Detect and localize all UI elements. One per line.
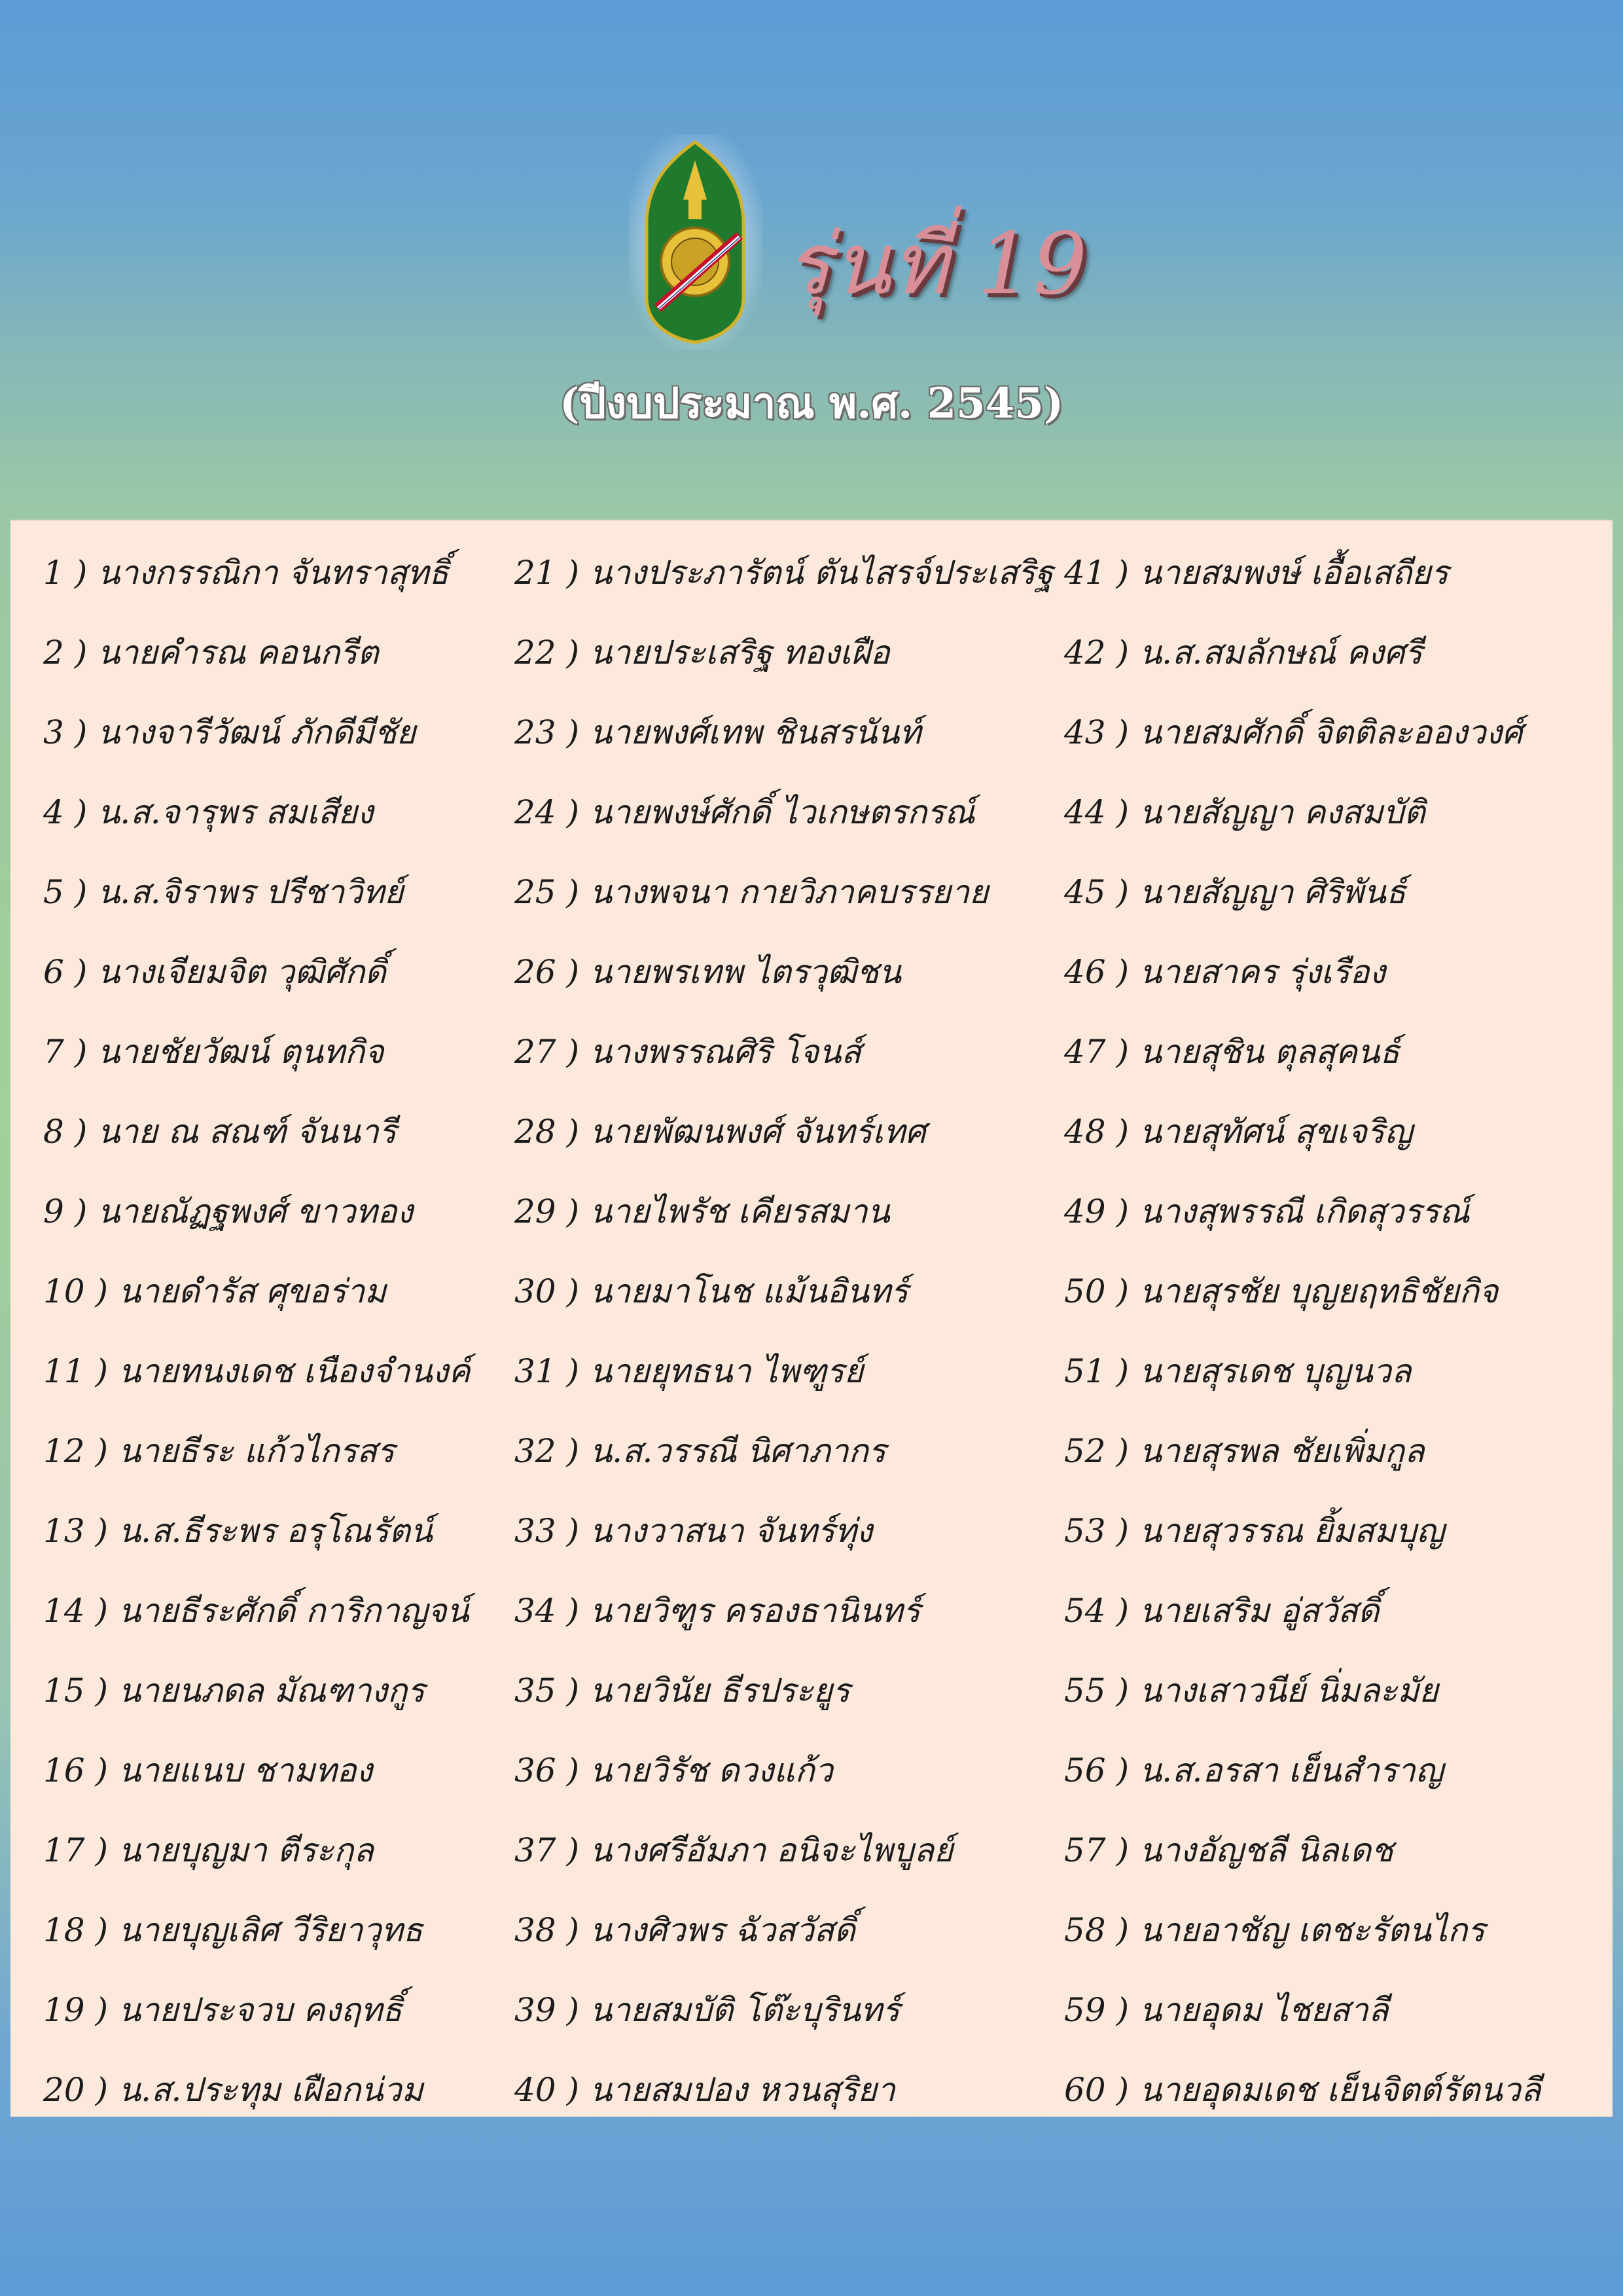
list-item-name: นางศรีอัมภา อนิจะไพบูลย์ [589, 1831, 954, 1869]
list-item-number: 41 ) [1064, 554, 1130, 592]
list-item [1064, 1092, 1541, 1172]
list-item [43, 1651, 471, 1731]
list-item-number: 48 ) [1064, 1113, 1130, 1151]
list-item-name: นายบุญเลิศ วีริยาวุทธ [118, 1911, 423, 1949]
list-item-name: นายสมพงษ์ เอื้อเสถียร [1139, 554, 1449, 592]
list-item-name: น.ส.ธีระพร อรุโณรัตน์ [118, 1512, 433, 1550]
list-item-number: 59 ) [1064, 1991, 1130, 2029]
list-item-number: 8 ) [43, 1113, 88, 1151]
list-item-number: 27 ) [514, 1033, 580, 1071]
list-item [1064, 1172, 1541, 1251]
name-column-3 [1064, 533, 1541, 2130]
list-item [1064, 613, 1541, 692]
list-item-number: 46 ) [1064, 953, 1130, 991]
list-item-number: 32 ) [514, 1432, 580, 1470]
list-item-name: นายพรเทพ ไตรวุฒิชน [589, 953, 902, 991]
list-item-name: นายเสริม อู่สวัสดิ์ [1139, 1592, 1380, 1630]
list-item-number: 18 ) [43, 1911, 109, 1949]
list-item [43, 1012, 471, 1092]
list-item [1064, 772, 1541, 852]
list-item-name: น.ส.ประทุม เฝือกน่วม [118, 2071, 423, 2109]
list-item-name: นายวิฑูร ครองธานินทร์ [589, 1592, 921, 1630]
list-item-name: นางเสาวนีย์ นิ่มละมัย [1139, 1672, 1438, 1710]
list-item-number: 28 ) [514, 1113, 580, 1151]
list-item-number: 4 ) [43, 793, 88, 831]
page-title: รุ่นที่ 19 [785, 214, 1089, 314]
list-item-name: นายสุรชัย บุญยฤทธิชัยกิจ [1139, 1272, 1499, 1310]
list-item-name: นายทนงเดช เนืองจำนงค์ [118, 1352, 471, 1390]
list-item-number: 53 ) [1064, 1512, 1130, 1550]
list-item-name: นางอัญชลี นิลเดช [1139, 1831, 1394, 1869]
list-item-name: น.ส.วรรณี นิศาภากร [589, 1432, 886, 1470]
list-item-name: นายชัยวัฒน์ ตุนทกิจ [98, 1033, 384, 1071]
list-item [43, 772, 471, 852]
list-item-number: 21 ) [514, 554, 580, 592]
list-item-number: 25 ) [514, 873, 580, 911]
list-item-name: น.ส.สมลักษณ์ คงศรี [1139, 634, 1423, 672]
list-item-name: นายสุชิน ตุลสุคนธ์ [1139, 1033, 1400, 1071]
list-item-number: 45 ) [1064, 873, 1130, 911]
name-column-2 [514, 533, 1053, 2130]
list-item-name: นายณัฏฐพงศ์ ขาวทอง [98, 1193, 413, 1230]
list-item-name: นายธีระ แก้วไกรสร [118, 1432, 395, 1470]
list-item-name: นายประจวบ คงฤทธิ์ [118, 1991, 402, 2029]
list-item-name: นายมาโนช แม้นอินทร์ [589, 1272, 908, 1310]
list-item-number: 16 ) [43, 1751, 109, 1789]
list-item [1064, 1810, 1541, 1890]
list-item-number: 24 ) [514, 793, 580, 831]
list-item-number: 60 ) [1064, 2071, 1130, 2109]
list-item-number: 7 ) [43, 1033, 88, 1071]
list-item [43, 613, 471, 692]
list-item-name: นายนภดล มัณฑางกูร [118, 1672, 425, 1710]
list-item-name: นายแนบ ชามทอง [118, 1751, 372, 1789]
list-item [43, 1491, 471, 1571]
list-item-number: 19 ) [43, 1991, 109, 2029]
list-item-name: นางสุพรรณี เกิดสุวรรณ์ [1139, 1193, 1470, 1230]
list-item-number: 43 ) [1064, 713, 1130, 751]
list-item-number: 22 ) [514, 634, 580, 672]
bottom-band [0, 2115, 1623, 2296]
list-item [514, 1012, 1053, 1092]
list-item-number: 49 ) [1064, 1193, 1130, 1230]
list-item [1064, 1571, 1541, 1651]
list-item-name: นางพจนา กายวิภาคบรรยาย [589, 873, 989, 911]
list-item [1064, 1890, 1541, 1970]
list-item [514, 1411, 1053, 1491]
list-item-name: นางเจียมจิต วุฒิศักดิ์ [98, 953, 386, 991]
list-item-name: นายอุดมเดช เย็นจิตต์รัตนวลี [1139, 2071, 1541, 2109]
list-item [514, 1651, 1053, 1731]
list-item [43, 1810, 471, 1890]
list-item [514, 692, 1053, 772]
list-item [514, 1890, 1053, 1970]
thai-crest-emblem-icon [628, 134, 762, 350]
list-item [514, 852, 1053, 932]
list-item-number: 1 ) [43, 554, 88, 592]
list-item-number: 11 ) [43, 1352, 109, 1390]
list-item-number: 52 ) [1064, 1432, 1130, 1470]
list-item [1064, 1731, 1541, 1810]
list-item [43, 932, 471, 1012]
list-item-number: 5 ) [43, 873, 88, 911]
list-item [514, 613, 1053, 692]
list-item [43, 1251, 471, 1331]
list-item [514, 1810, 1053, 1890]
list-item [1064, 932, 1541, 1012]
list-item-number: 39 ) [514, 1991, 580, 2029]
list-item-number: 3 ) [43, 713, 88, 751]
list-item-name: นางพรรณศิริ โจนส์ [589, 1033, 862, 1071]
list-item [514, 932, 1053, 1012]
list-item [43, 1890, 471, 1970]
list-item [43, 533, 471, 613]
list-item-name: นางศิวพร ฉัวสวัสดิ์ [589, 1911, 855, 1949]
list-item-name: นายสมศักดิ์ จิตติละอองวงศ์ [1139, 713, 1523, 751]
page-header [0, 0, 1623, 517]
list-item [43, 1731, 471, 1810]
name-column-1 [43, 533, 471, 2130]
list-item-number: 42 ) [1064, 634, 1130, 672]
list-item [514, 1571, 1053, 1651]
list-item-name: นายสัญญา ศิริพันธ์ [1139, 873, 1406, 911]
list-item [43, 1411, 471, 1491]
list-item-name: นายสมบัติ โต๊ะบุรินทร์ [589, 1991, 900, 2029]
list-item-number: 29 ) [514, 1193, 580, 1230]
list-item-name: น.ส.อรสา เย็นสำราญ [1139, 1751, 1444, 1789]
list-item-number: 38 ) [514, 1911, 580, 1949]
list-item-number: 56 ) [1064, 1751, 1130, 1789]
list-item [43, 1970, 471, 2050]
list-item-name: นางกรรณิกา จันทราสุทธิ์ [98, 554, 449, 592]
list-item-number: 54 ) [1064, 1592, 1130, 1630]
list-item-name: นาย ณ สณฑ์ จันนารี [98, 1113, 397, 1151]
list-item [514, 1491, 1053, 1571]
list-item [514, 1172, 1053, 1251]
list-item-number: 55 ) [1064, 1672, 1130, 1710]
list-item-name: นายสัญญา คงสมบัติ [1139, 793, 1425, 831]
list-item-number: 30 ) [514, 1272, 580, 1310]
list-item [43, 1092, 471, 1172]
list-item-name: นายบุญมา ตีระกุล [118, 1831, 374, 1869]
list-item [43, 1571, 471, 1651]
list-item [514, 1092, 1053, 1172]
list-item-number: 31 ) [514, 1352, 580, 1390]
list-item-name: นายสมปอง หวนสุริยา [589, 2071, 896, 2109]
list-item-name: นายดำรัส ศุขอร่าม [118, 1272, 387, 1310]
list-item-name: นายคำรณ คอนกรีต [98, 634, 379, 672]
list-item-number: 36 ) [514, 1751, 580, 1789]
list-item-name: นายสุรพล ชัยเพิ่มกูล [1139, 1432, 1425, 1470]
list-item [1064, 1411, 1541, 1491]
fiscal-year-subtitle: (ปีงบประมาณ พ.ศ. 2545) [560, 379, 1063, 428]
list-item-number: 23 ) [514, 713, 580, 751]
list-item-name: นายอาชัญ เตชะรัตนไกร [1139, 1911, 1486, 1949]
list-item-number: 44 ) [1064, 793, 1130, 831]
list-item-number: 47 ) [1064, 1033, 1130, 1071]
list-item-name: นายสุวรรณ ยิ้มสมบุญ [1139, 1512, 1445, 1550]
list-item-number: 51 ) [1064, 1352, 1130, 1390]
list-item [1064, 1651, 1541, 1731]
list-item-number: 35 ) [514, 1672, 580, 1710]
list-item [43, 1172, 471, 1251]
list-item-name: นายธีระศักดิ์ การิกาญจน์ [118, 1592, 469, 1630]
list-item-number: 20 ) [43, 2071, 109, 2109]
list-item-name: นายสุทัศน์ สุขเจริญ [1139, 1113, 1413, 1151]
list-item [1064, 852, 1541, 932]
list-item [1064, 692, 1541, 772]
list-item-name: นางวาสนา จันทร์ทุ่ง [589, 1512, 873, 1550]
list-item [514, 1970, 1053, 2050]
list-item-number: 14 ) [43, 1592, 109, 1630]
list-item-name: นายไพรัช เคียรสมาน [589, 1193, 890, 1230]
list-item-number: 12 ) [43, 1432, 109, 1470]
list-item-number: 40 ) [514, 2071, 580, 2109]
list-item-name: นายอุดม ไชยสาลี [1139, 1991, 1389, 2029]
list-item [1064, 1012, 1541, 1092]
list-item-number: 6 ) [43, 953, 88, 991]
name-list-panel [10, 520, 1613, 2117]
list-item [514, 1731, 1053, 1810]
list-item [514, 533, 1053, 613]
list-item-name: นายวิรัช ดวงแก้ว [589, 1751, 833, 1789]
list-item-number: 9 ) [43, 1193, 88, 1230]
list-item [1064, 1491, 1541, 1571]
list-item-name: นายพงษ์ศักดิ์ ไวเกษตรกรณ์ [589, 793, 975, 831]
list-item [43, 1331, 471, 1411]
list-item-name: นายประเสริฐ ทองเฝือ [589, 634, 890, 672]
list-item-number: 57 ) [1064, 1831, 1130, 1869]
list-item-name: นายพงศ์เทพ ชินสรนันท์ [589, 713, 921, 751]
list-item-name: นางจารีวัฒน์ ภักดีมีชัย [98, 713, 416, 751]
list-item-number: 2 ) [43, 634, 88, 672]
list-item-number: 15 ) [43, 1672, 109, 1710]
list-item-number: 13 ) [43, 1512, 109, 1550]
list-item-name: นายวินัย ธีรประยูร [589, 1672, 850, 1710]
list-item-name: นางประภารัตน์ ตันไสรจ์ประเสริฐ [589, 554, 1054, 592]
list-item [1064, 533, 1541, 613]
list-item-name: นายพัฒนพงศ์ จันทร์เทศ [589, 1113, 926, 1151]
list-item-name: นายยุทธนา ไพฑูรย์ [589, 1352, 864, 1390]
list-item [43, 852, 471, 932]
list-item [1064, 1970, 1541, 2050]
list-item [1064, 1251, 1541, 1331]
list-item [514, 772, 1053, 852]
list-item-number: 37 ) [514, 1831, 580, 1869]
list-item-number: 58 ) [1064, 1911, 1130, 1949]
list-item [514, 1331, 1053, 1411]
list-item-number: 33 ) [514, 1512, 580, 1550]
list-item [1064, 1331, 1541, 1411]
list-item-number: 26 ) [514, 953, 580, 991]
list-item-number: 17 ) [43, 1831, 109, 1869]
list-item [514, 1251, 1053, 1331]
list-item-name: นายสุรเดช บุญนวล [1139, 1352, 1412, 1390]
list-item-number: 10 ) [43, 1272, 109, 1310]
list-item-name: น.ส.จิราพร ปรีชาวิทย์ [98, 873, 404, 911]
list-item-name: นายสาคร รุ่งเรือง [1139, 953, 1385, 991]
list-item-number: 34 ) [514, 1592, 580, 1630]
list-item [43, 692, 471, 772]
list-item-name: น.ส.จารุพร สมเสียง [98, 793, 374, 831]
list-item-number: 50 ) [1064, 1272, 1130, 1310]
